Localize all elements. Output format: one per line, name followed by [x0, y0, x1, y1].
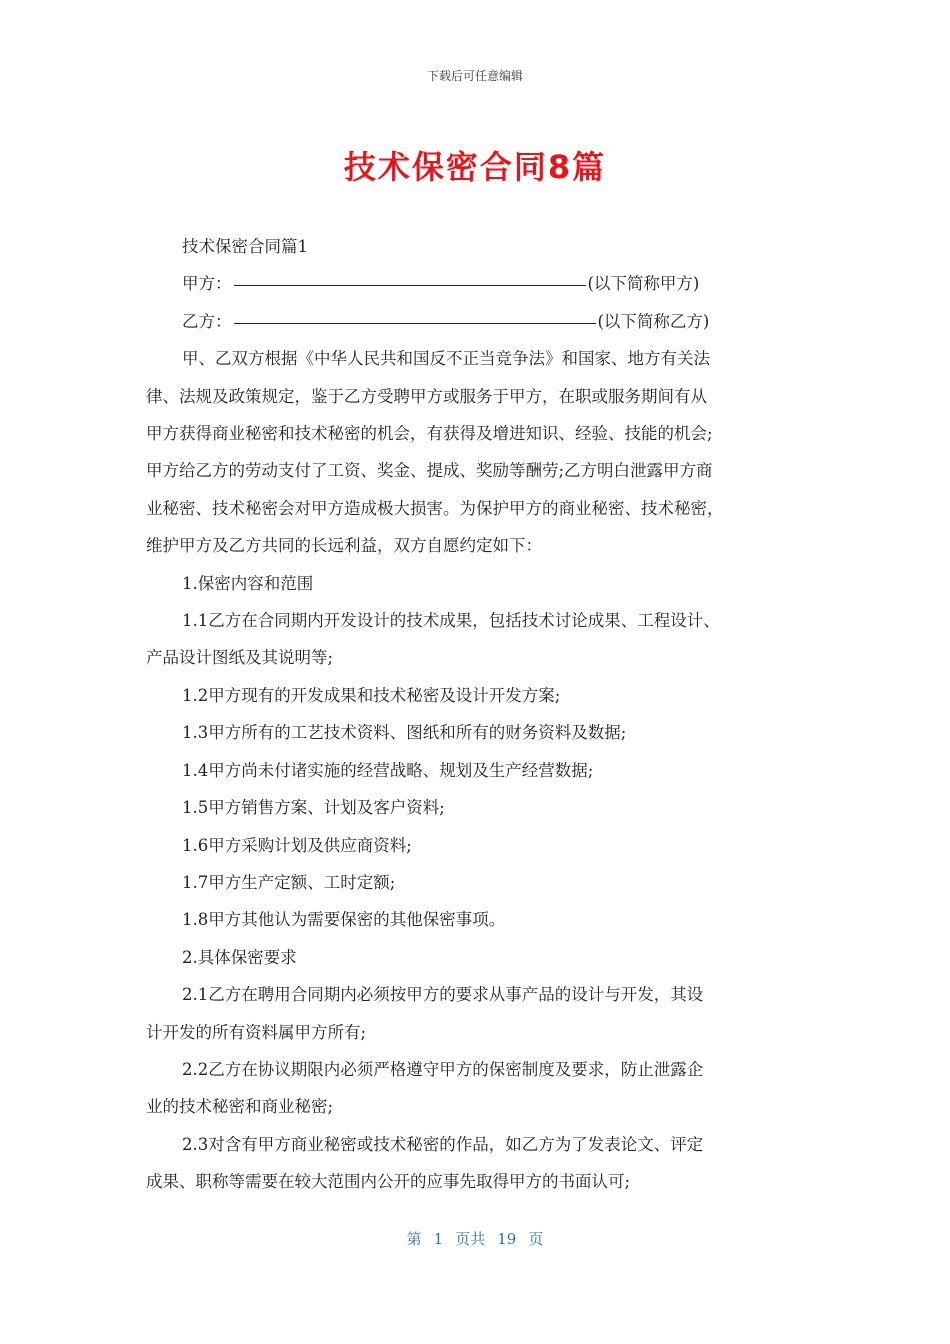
body-line: 1.6甲方采购计划及供应商资料;: [182, 835, 412, 855]
body-line: 业秘密、技术秘密会对甲方造成极大损害。为保护甲方的商业秘密、技术秘密，: [146, 498, 724, 518]
party-a-blank: [234, 284, 586, 286]
body-line: 产品设计图纸及其说明等;: [146, 648, 334, 668]
body-line: 1.保密内容和范围: [182, 573, 314, 593]
party-b-label: 乙方：: [182, 311, 232, 331]
party-a-suffix: (以下简称甲方): [587, 274, 700, 294]
header-note: 下载后可任意编辑: [426, 69, 523, 83]
body-line: 维护甲方及乙方共同的长远利益，双方自愿约定如下：: [146, 536, 542, 556]
body-lines: [146, 340, 808, 1200]
party-a-label: 甲方：: [182, 274, 232, 294]
page-number: 1: [433, 1230, 444, 1248]
page-suffix: 页: [528, 1230, 544, 1248]
section-heading: 技术保密合同篇1: [182, 237, 308, 256]
body-line: 1.4甲方尚未付诸实施的经营战略、规划及生产经营数据;: [182, 760, 594, 780]
body-line: 甲方给乙方的劳动支付了工资、奖金、提成、奖励等酬劳;乙方明白泄露甲方商: [146, 461, 713, 481]
body-line: 1.1乙方在合同期内开发设计的技术成果，包括技术讨论成果、工程设计、: [182, 611, 720, 631]
body-line: 2.2乙方在协议期限内必须严格遵守甲方的保密制度及要求，防止泄露企: [182, 1059, 704, 1079]
party-b-line: [146, 303, 808, 340]
body-line: 2.具体保密要求: [182, 947, 297, 967]
body-line: 2.1乙方在聘用合同期内必须按甲方的要求从事产品的设计与开发，其设: [182, 985, 704, 1005]
body-line: 1.8甲方其他认为需要保密的其他保密事项。: [182, 910, 506, 930]
body-line: 律、法规及政策规定，鉴于乙方受聘甲方或服务于甲方，在职或服务期间有从: [146, 386, 707, 406]
document-title: 技术保密合同8篇: [343, 148, 607, 186]
body-line: 计开发的所有资料属甲方所有;: [146, 1022, 367, 1042]
party-b-blank: [234, 322, 596, 324]
body-line: 1.5甲方销售方案、计划及客户资料;: [182, 798, 445, 818]
page-prefix: 第: [406, 1230, 422, 1248]
body-line: 甲、乙双方根据《中华人民共和国反不正当竞争法》和国家、地方有关法: [182, 349, 710, 369]
page-footer: [0, 1228, 950, 1249]
body-line: 1.2甲方现有的开发成果和技术秘密及设计开发方案;: [182, 685, 561, 705]
page-mid: 页共: [455, 1230, 486, 1248]
body-line: 2.3对含有甲方商业秘密或技术秘密的作品，如乙方为了发表论文、评定: [182, 1134, 704, 1154]
party-a-line: [146, 265, 808, 302]
body-line: 1.7甲方生产定额、工时定额;: [182, 872, 396, 892]
total-pages: 19: [497, 1230, 517, 1248]
body-line: 甲方获得商业秘密和技术秘密的机会，有获得及增进知识、经验、技能的机会;: [146, 424, 713, 444]
party-b-suffix: (以下简称乙方): [597, 311, 710, 331]
body-line: 1.3甲方所有的工艺技术资料、图纸和所有的财务资料及数据;: [182, 723, 627, 743]
body-line: 成果、职称等需要在较大范围内公开的应事先取得甲方的书面认可;: [146, 1172, 631, 1192]
body-line: 业的技术秘密和商业秘密;: [146, 1097, 334, 1117]
document-body: [146, 228, 808, 1201]
